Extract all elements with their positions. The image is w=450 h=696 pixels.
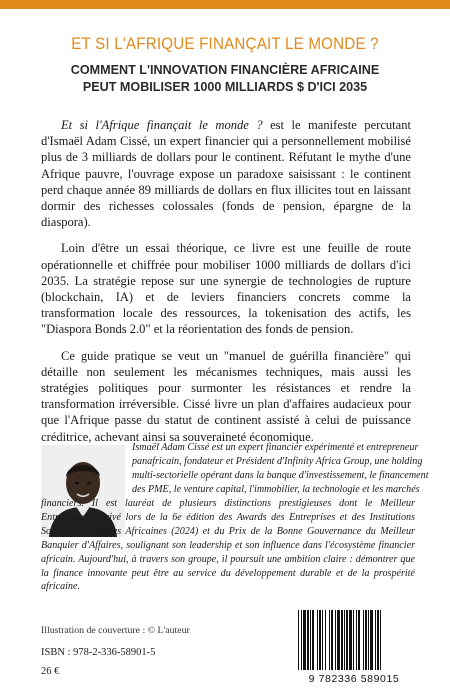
price: 26 € <box>41 666 60 677</box>
barcode-bar <box>358 610 360 670</box>
barcode-bar <box>298 610 299 670</box>
barcode-bar <box>307 610 309 670</box>
barcode-bars <box>288 608 420 672</box>
back-cover-summary <box>41 117 411 455</box>
summary-paragraph-1 <box>41 117 411 230</box>
isbn: ISBN : 978-2-336-58901-5 <box>41 647 156 658</box>
summary-paragraph-2: Loin d'être un essai théorique, ce livre est une feuille de route opérationnelle et chiffrée pour mobiliser 1000 milliards de dollars d'ici 2035. La stratégie repose sur une synergie de technologies de rupture (blockchain, IA) et de leviers financiers concrets comme la transformation locale des ressources, la tokenisation des actifs, les "Diaspora Bonds 2.0" et la réorientation des fonds de pension. <box>41 241 411 337</box>
bio-line: des PME, le venture capital, l'immobilier, la technologie et les marchés <box>132 483 420 495</box>
barcode-bar <box>377 610 379 670</box>
author-bio-rest: financiers. Il est lauréat de plusieurs distinctions prestigieuses dont le Meilleur Entrepreneur Privé lors de la 6e édition des Awards des Entreprises et des Institutions Socio-Économiques Africaines (2024) et du Prix de la Bonne Gouvernance du Meilleur Banquier d'Affaires, soulignant son leadership et son influence dans l'écosystème financier africain. Aujourd'hui, à travers son groupe, il poursuit une ambition claire : démontrer que la finance innovante peut être au service du développement durable et de la prospérité africaine. <box>41 498 415 593</box>
cover-illustration-credit: Illustration de couverture : © L'auteur <box>41 625 190 636</box>
barcode-bar <box>303 610 306 670</box>
barcode-bar <box>325 610 326 670</box>
barcode-bar <box>375 610 376 670</box>
barcode-bar <box>370 610 373 670</box>
barcode-bar <box>310 610 311 670</box>
summary-title-italic: Et si l'Afrique finançait le monde ? <box>61 118 263 132</box>
book-subtitle <box>0 62 450 96</box>
isbn-barcode <box>288 608 420 686</box>
barcode-bar <box>344 610 345 670</box>
bio-line: Ismaël Adam Cissé est un expert financier expérimenté et entrepreneur <box>132 442 419 453</box>
subtitle-line-2: PEUT MOBILISER 1000 MILLIARDS $ D'ICI 2035 <box>82 80 368 94</box>
summary-paragraph-3: Ce guide pratique se veut un "manuel de guérilla financière" qui détaille non seulement les mécanismes techniques, mais aussi les stratégies politiques pour surmonter les résistances et rendre la transformation irréversible. Cissé livre un plan d'affaires audacieux pour que l'Afrique passe du statut de continent assisté à celui de puissance créditrice, achevant ainsi sa souveraineté économique. <box>41 348 411 444</box>
barcode-bar <box>312 610 314 670</box>
barcode-bar <box>365 610 367 670</box>
barcode-bar <box>337 610 340 670</box>
author-bio-top <box>132 441 429 497</box>
barcode-bar <box>349 610 352 670</box>
barcode-bar <box>319 610 321 670</box>
barcode-bar <box>301 610 302 670</box>
top-color-band <box>0 0 450 9</box>
barcode-bar <box>363 610 364 670</box>
barcode-bar <box>331 610 333 670</box>
barcode-bar <box>317 610 318 670</box>
book-title: ET SI L'AFRIQUE FINANÇAIT LE MONDE ? <box>71 35 379 53</box>
barcode-bar <box>329 610 330 670</box>
subtitle-line-1: COMMENT L'INNOVATION FINANCIÈRE AFRICAINE <box>70 63 380 77</box>
barcode-bar <box>368 610 369 670</box>
barcode-bar <box>341 610 343 670</box>
barcode-bar <box>335 610 336 670</box>
barcode-bar <box>322 610 323 670</box>
bio-line: panafricain, fondateur et Président d'Infinity Africa Group, une holding <box>132 455 423 467</box>
bio-line: multi-sectorielle opérant dans la banque d'investissement, le financement <box>132 469 429 481</box>
barcode-digits: 9 782336 589015 <box>308 673 400 685</box>
barcode-bar <box>380 610 381 670</box>
barcode-bar <box>346 610 348 670</box>
barcode-bar <box>353 610 354 670</box>
summary-paragraph-1-text: est le manifeste percutant d'Ismaël Adam Cissé, un expert financier qui a personnellement mobilisé plus de 3 milliards de dollars pour le continent. Réfutant le mythe d'une Afrique pauvre, l'ouvrage expose un paradoxe saisissant : le continent perd chaque année 89 milliards de dollars en flux illicites tout en laissant dormir des richesses colossales (fonds de pension, épargne de la diaspora). <box>41 118 411 230</box>
barcode-bar <box>356 610 357 670</box>
